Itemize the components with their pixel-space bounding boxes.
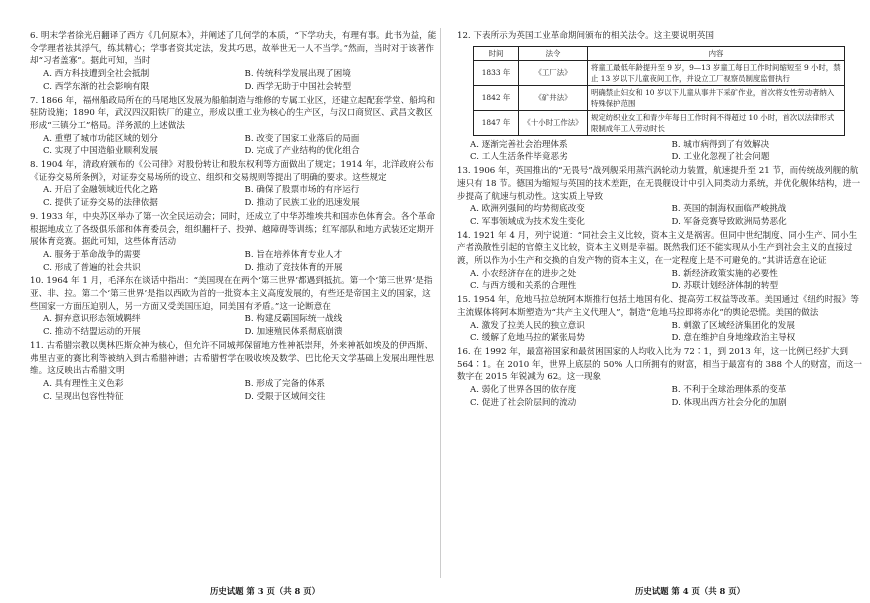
option-c: C. 西学东渐的社会影响有限 [43, 81, 150, 92]
table-row [474, 85, 845, 110]
answer-options [30, 68, 438, 93]
option-b: B. 改变了国家工业落后的局面 [244, 133, 360, 144]
option-a: A. 重塑了城市功能区域的划分 [43, 133, 158, 144]
option-d: D. 意在维护自身地缘政治主导权 [671, 333, 796, 344]
option-a: A. 弱化了世界各国的依存度 [470, 385, 577, 396]
question-11 [30, 340, 438, 404]
option-b: B. 新经济政策实施的必要性 [671, 268, 778, 279]
option-a: A. 小农经济存在的进步之处 [470, 268, 577, 279]
option-a: A. 开启了金融领域近代化之路 [43, 185, 158, 196]
option-c: C. 促进了社会阶层间的流动 [470, 397, 577, 408]
option-a: A. 服务于革命战争的需要 [43, 249, 141, 260]
option-d: D. 西学无助于中国社会转型 [244, 81, 352, 92]
option-d: D. 苏联计划经济体制的转型 [671, 281, 779, 292]
table-cell-law: 《矿井法》 [519, 85, 588, 110]
question-stem: 14. 1921 年 4 月，列宁说道：“同社会主义比较，资本主义是祸害。但同中世纪制度、同小生产、同小生产者涣散性引起的官僚主义比较，资本主义则是幸福。既然我们还不能实现从小生产到社会主义的直接过渡，所以作为小生产和交换的自发产物的资本主义，在一定程度上是不可避免的。”其讲话意在论证 [457, 230, 858, 267]
table-cell-law: 《工厂法》 [519, 60, 588, 85]
left-column [30, 30, 438, 404]
option-a: A. 西方科技遭到全社会抵制 [43, 69, 150, 80]
question-6 [30, 30, 438, 94]
option-b: B. 旨在培养体育专业人才 [244, 249, 343, 260]
answer-options [30, 313, 438, 338]
answer-options [30, 249, 438, 274]
question-13 [457, 165, 865, 229]
answer-options [30, 133, 438, 158]
option-d: D. 受限于区域间交往 [244, 391, 326, 402]
question-stem: 10. 1964 年 1 月，毛泽东在谈话中指出：“美国现在在两个‘第三世界’都遇到抵抗。第一个‘第三世界’是指亚、非、拉。第二个‘第三世界’是指以西欧为首的一批资本主义高度发展的，有些还是帝国主义的国家，这些国家一方面压迫别人，另一方面又受美国压迫，同美国有矛盾。”这一论断意在 [30, 276, 433, 312]
answer-options [457, 139, 865, 164]
table-cell-content: 明确禁止妇女和 10 岁以下儿童从事井下采矿作业，首次将女性劳动者纳入特殊保护范围 [588, 85, 845, 110]
question-14 [457, 230, 865, 294]
option-d: D. 推动了民族工业的迅速发展 [244, 198, 360, 209]
question-16 [457, 346, 865, 410]
table-cell-law: 《十小时工作法》 [519, 110, 588, 135]
question-stem: 13. 1906 年，英国推出的“无畏号”战列舰采用蒸汽涡轮动力装置，航速提升至 21 节，而传统战列舰的航速只有 18 节。德国为缩短与英国的技术差距，在无畏舰设计中引入同类动力系统，并优化舰体结构，进一步提高了航速与机动性。这实质上导致 [457, 166, 861, 202]
option-c: C. 呈现出包容性特征 [43, 391, 124, 402]
option-a: A. 欧洲列强间的均势彻底改变 [470, 204, 585, 215]
answer-options [30, 378, 438, 403]
table-row [474, 60, 845, 85]
table-cell-time: 1847 年 [474, 110, 519, 135]
answer-options [30, 184, 438, 209]
option-c: C. 工人生活条件毕竟恶劣 [470, 152, 568, 163]
answer-options [457, 320, 865, 345]
option-d: D. 工业化忽视了社会问题 [671, 152, 770, 163]
question-stem: 11. 古希腊宗教以奥林匹斯众神为核心，但允许不同城邦保留地方性神祇崇拜，外来神祇如埃及的伊西斯、弗里吉亚的赛比利等被纳入到古希腊神谱；古希腊哲学在吸收埃及数学、巴比伦天文学基础上发展出理性思维。这反映出古希腊文明 [30, 340, 434, 377]
option-b: B. 形成了完备的体系 [244, 378, 326, 389]
question-15 [457, 294, 865, 345]
answer-options [457, 268, 865, 293]
option-a: A. 逐渐完善社会治理体系 [470, 139, 568, 150]
option-b: B. 英国的制海权面临严峻挑战 [671, 204, 787, 215]
page-divider [440, 28, 441, 578]
option-b: B. 刺激了区域经济集团化的发展 [671, 320, 795, 331]
option-b: B. 确保了股票市场的有序运行 [244, 185, 360, 196]
option-a: A. 具有理性主义色彩 [43, 378, 124, 389]
table-row [474, 110, 845, 135]
option-c: C. 缓解了危地马拉的紧张局势 [470, 333, 585, 344]
table-cell-content: 规定纺织业女工和青少年每日工作时间不得超过 10 小时，首次以法律形式限制成年工人劳动时长 [588, 110, 845, 135]
option-b: B. 构建反霸国际统一战线 [244, 314, 343, 325]
question-stem: 12. 下表所示为英国工业革命期间颁布的相关法令。这主要说明英国 [457, 31, 715, 41]
question-stem: 7. 1866 年，福州船政局所在的马尾地区发展为船舶制造与维修的专属工业区，还建立起配套学堂、船坞和驻防设施；1890 年，武汉四汉阳铁厂的建立，形成以重工业为核心的生产区，与汉口商贸区、武昌文教区形成“三镇分工”格局。洋务派的上述做法 [30, 95, 436, 131]
question-stem: 9. 1933 年，中央苏区举办了第一次全民运动会；同时，还成立了中华苏维埃共和国赤色体育会。各个革命根据地成立了各级俱乐部和体育委员会，组织翻杆子、投弹、越障碍等训练；红军部队和地方武装还定期开展体育竞赛。据此可知，这些体育活动 [30, 211, 436, 248]
option-d: D. 体现出西方社会分化的加剧 [671, 397, 787, 408]
question-9 [30, 211, 438, 275]
table-header-time: 时间 [474, 46, 519, 60]
answer-options [457, 203, 865, 228]
right-column [457, 30, 865, 410]
option-a: A. 激发了拉美人民的独立意识 [470, 320, 585, 331]
question-stem: 6. 明末学者徐光启翻译了西方《几何原本》，并阐述了几何学的本质，“下学功夫，有理有事。此书为益，能令学理者祛其浮气，练其精心；学事者资其定法，发其巧思，故举世无一人不当学。”然而，当时对于该著作却“习者盖寡”。据此可知，当时 [30, 31, 437, 67]
option-c: C. 实现了中国造船业顺利发展 [43, 146, 158, 157]
option-b: B. 城市病得到了有效解决 [671, 139, 770, 150]
table-header-row [474, 46, 845, 60]
option-a: A. 摒弃意识形态领域羁绊 [43, 314, 141, 325]
question-stem: 15. 1954 年，危地马拉总统阿本斯推行包括土地国有化、提高劳工权益等改革。美国通过《纽约时报》等主流媒体将阿本斯塑造为“共产主义代理人”，制造“危地马拉即将赤化”的舆论恐慌。美国的做法 [457, 295, 859, 318]
option-c: C. 提供了证券交易的法律依据 [43, 198, 158, 209]
page-footer-left: 历史试题 第 3 页（共 8 页） [210, 586, 320, 596]
option-c: C. 军事领域成为技术发生变化 [470, 216, 585, 227]
table-cell-time: 1842 年 [474, 85, 519, 110]
option-d: D. 军备竞赛导致欧洲局势恶化 [671, 216, 787, 227]
table-header-law: 法令 [519, 46, 588, 60]
option-d: D. 推动了竞技体育的开展 [244, 262, 343, 273]
option-b: B. 不利于全球治理体系的变革 [671, 385, 787, 396]
option-d: D. 完成了产业结构的优化组合 [244, 146, 360, 157]
option-c: C. 推动不结盟运动的开展 [43, 327, 141, 338]
table-header-content: 内容 [588, 46, 845, 60]
question-stem: 8. 1904 年，清政府颁布的《公司律》对股份转让和股东权利等方面做出了规定；1914 年，北洋政府公布《证券交易所条例》，对证券交易场所的设立、组织和交易规则等提出了明确的要求。这些规定 [30, 160, 434, 183]
table-cell-time: 1833 年 [474, 60, 519, 85]
option-c: C. 与西方缓和关系的合理性 [470, 281, 577, 292]
question-12 [457, 30, 865, 164]
option-c: C. 形成了普遍的社会共识 [43, 262, 141, 273]
question-7 [30, 95, 438, 159]
question-stem: 16. 在 1992 年，最富裕国家和最贫困国家的人均收入比为 72∶1，到 2013 年，这一比例已经扩大到 564∶1。在 2010 年，世界上底层的 50% 人口所拥有的财富，相当于最富有的 388 个人的财富，而这一数字在 2015 年锐减为 62。这一现象 [457, 346, 863, 383]
page-footer-right: 历史试题 第 4 页（共 8 页） [635, 586, 745, 596]
question-8 [30, 159, 438, 210]
question-10 [30, 275, 438, 339]
option-d: D. 加速殖民体系彻底崩溃 [244, 327, 343, 338]
table-cell-content: 将童工最低年龄提升至 9 岁，9—13 岁童工每日工作时间缩短至 9 小时，禁止 13 岁以下儿童夜间工作，并设立工厂视察员制度监督执行 [588, 60, 845, 85]
answer-options [457, 384, 865, 409]
laws-table [473, 46, 845, 136]
option-b: B. 传统科学发展出现了困境 [244, 69, 351, 80]
